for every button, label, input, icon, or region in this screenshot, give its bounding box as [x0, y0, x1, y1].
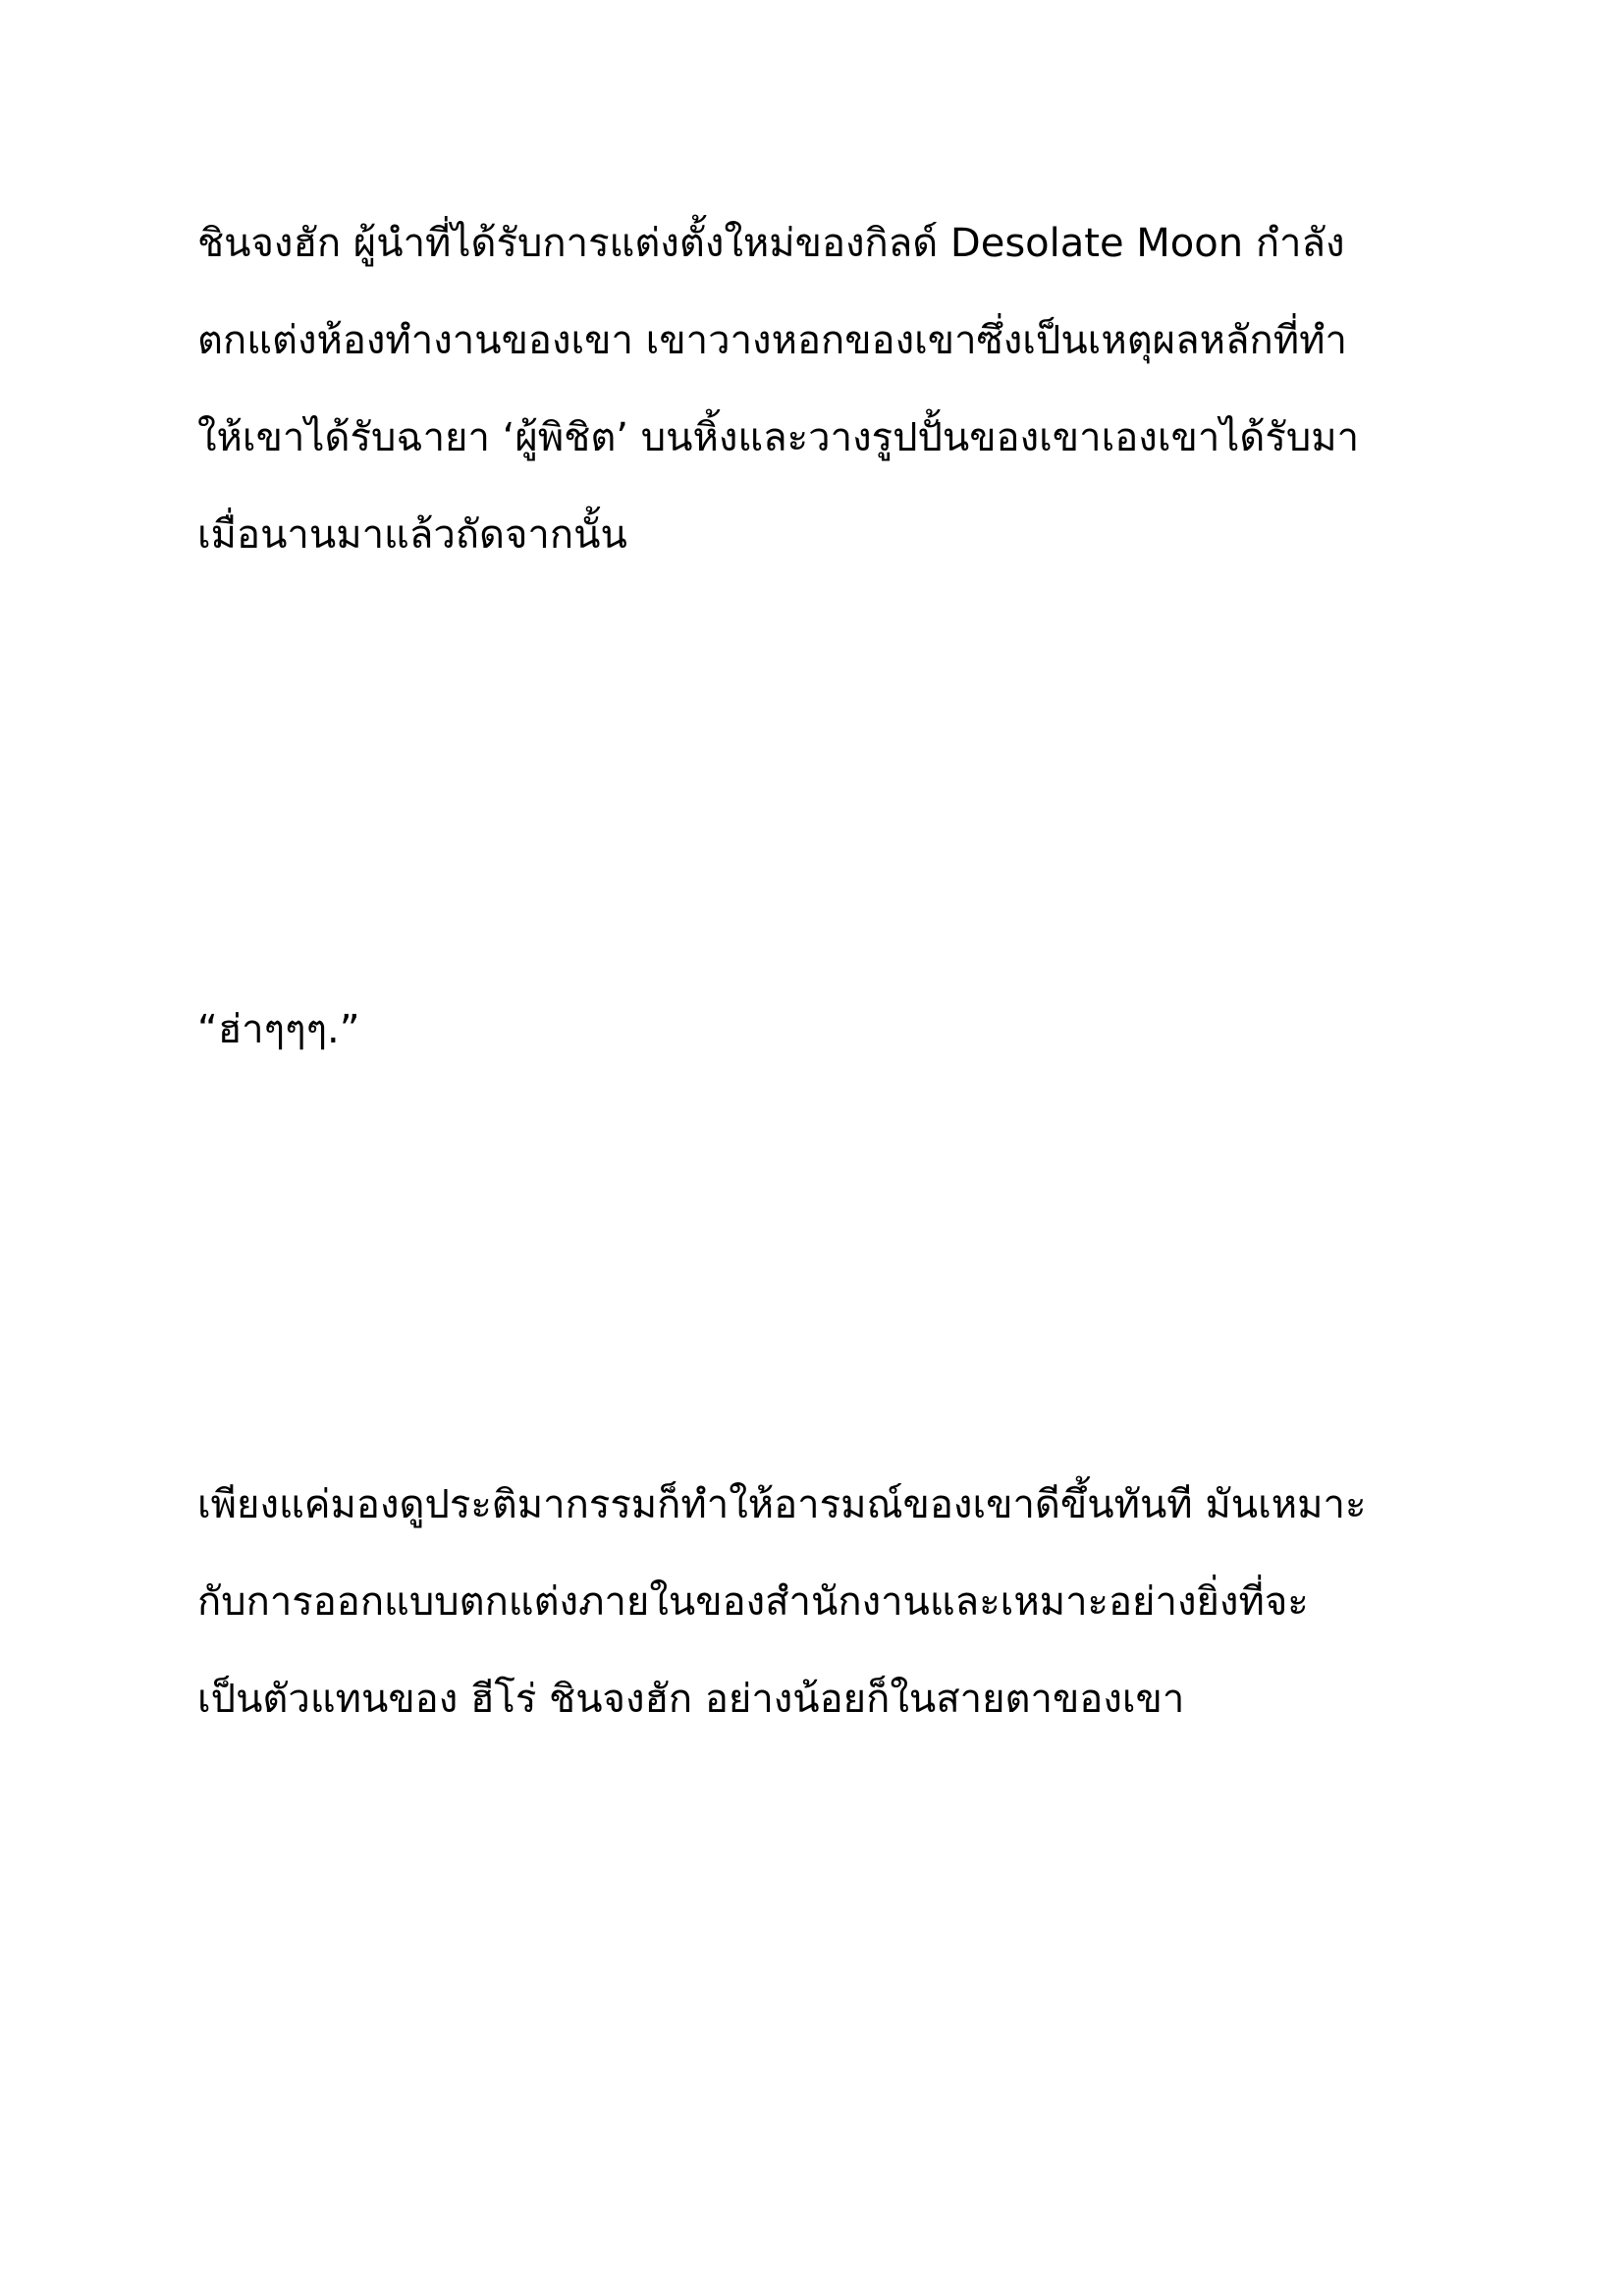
paragraph-closing: [197, 1457, 1454, 1748]
text-line: ให้เขาได้รับฉายา ‘ผู้พิชิต’ บนหิ้งและวางรูปปั้นของเขาเองเขาได้รับมา: [197, 415, 1360, 460]
text-line: เป็นตัวแทนของ ฮีโร่ ชินจงฮัก อย่างน้อยก็ในสายตาของเขา: [197, 1677, 1185, 1722]
text-line: เมื่อนานมาแล้วถัดจากนั้น: [197, 512, 627, 558]
paragraph-dialogue: [197, 982, 1454, 1079]
text-line: “ฮ่าๆๆๆ.”: [197, 1007, 360, 1052]
text-line: ตกแต่งห้องทำงานของเขา เขาวางหอกของเขาซึ่งเป็นเหตุผลหลักที่ทำ: [197, 318, 1347, 363]
text-line: ชินจงฮัก ผู้นำที่ได้รับการแต่งตั้งใหม่ของกิลด์ Desolate Moon กำลัง: [197, 221, 1345, 266]
text-line: กับการออกแบบตกแต่งภายในของสำนักงานและเหมาะอย่างยิ่งที่จะ: [197, 1579, 1309, 1625]
paragraph-intro: [197, 195, 1454, 584]
text-line: เพียงแค่มองดูประติมากรรมก็ทำให้อารมณ์ของเขาดีขึ้นทันที มันเหมาะ: [197, 1482, 1367, 1527]
